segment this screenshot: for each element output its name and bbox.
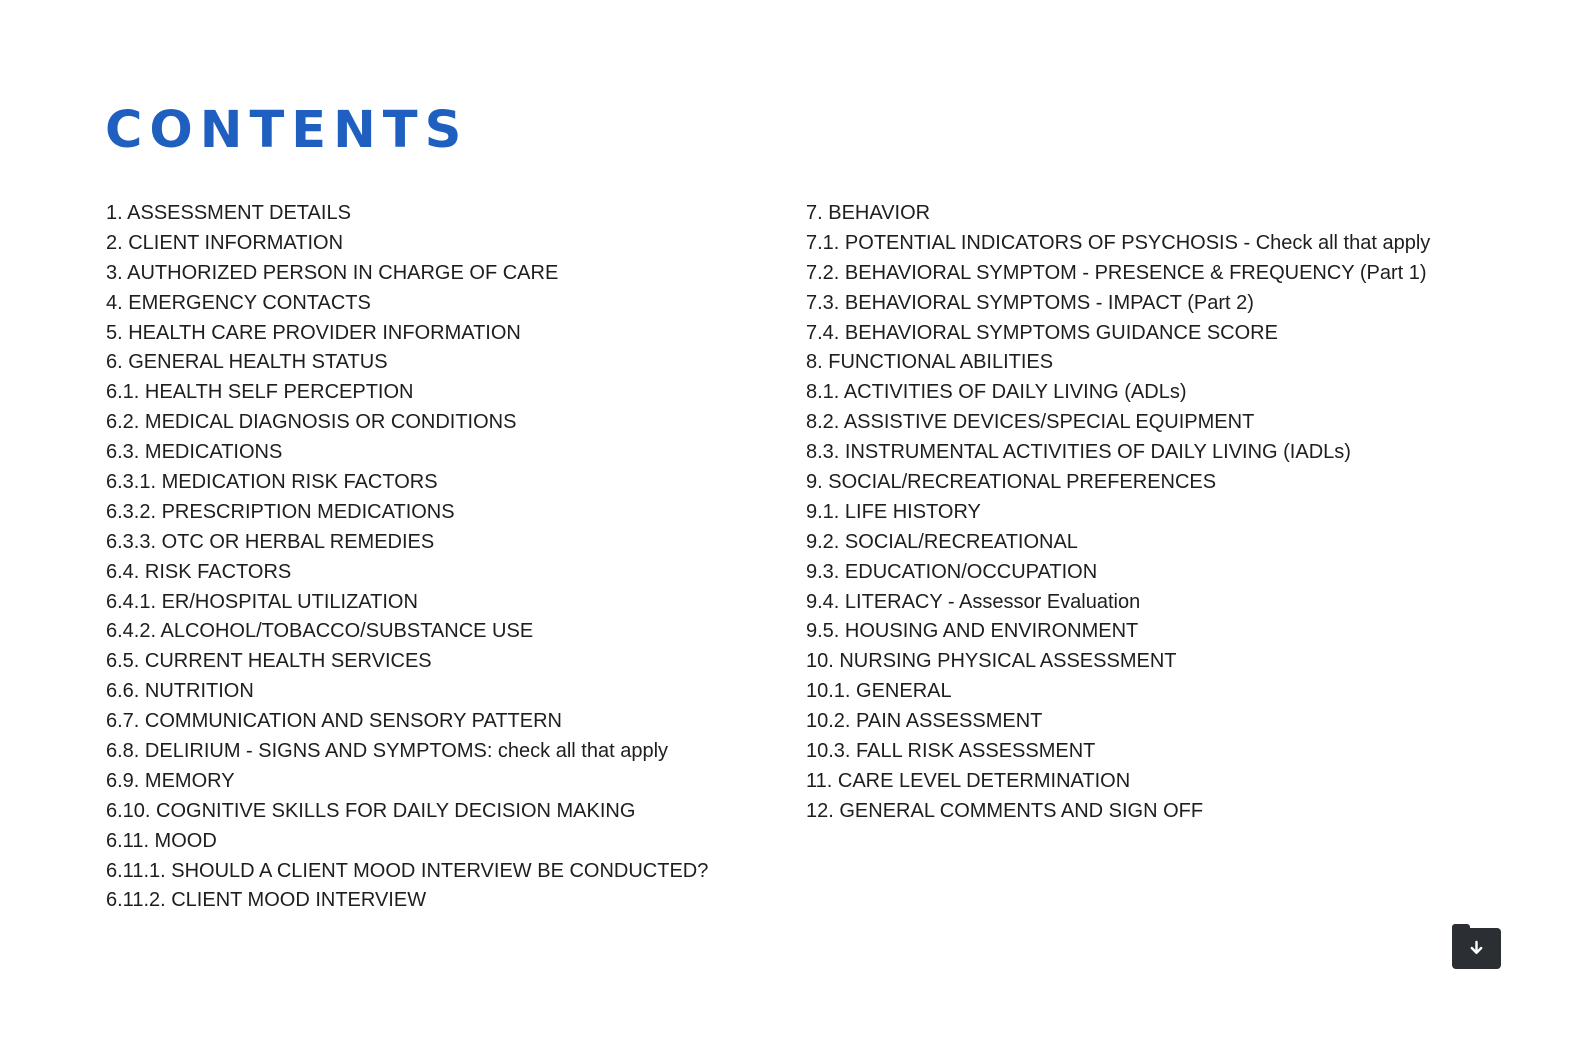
contents-entry[interactable]: 7.4. BEHAVIORAL SYMPTOMS GUIDANCE SCORE [806, 321, 1278, 344]
contents-entry[interactable]: 6.3.1. MEDICATION RISK FACTORS [106, 471, 438, 494]
contents-entry[interactable]: 6.4.1. ER/HOSPITAL UTILIZATION [106, 590, 418, 613]
contents-entry[interactable]: 8.1. ACTIVITIES OF DAILY LIVING (ADLs) [806, 381, 1187, 404]
contents-entry[interactable]: 7.2. BEHAVIORAL SYMPTOM - PRESENCE & FREQUENCY (Part 1) [806, 261, 1427, 284]
contents-entry[interactable]: 12. GENERAL COMMENTS AND SIGN OFF [806, 799, 1204, 822]
contents-entry[interactable]: 8.3. INSTRUMENTAL ACTIVITIES OF DAILY LIVING (IADLs) [806, 441, 1351, 464]
contents-entry[interactable]: 6.6. NUTRITION [106, 680, 254, 703]
contents-entry[interactable]: 6.2. MEDICAL DIAGNOSIS OR CONDITIONS [106, 411, 517, 434]
contents-entry[interactable]: 6.11. MOOD [106, 829, 217, 852]
contents-entry[interactable]: 6.4.2. ALCOHOL/TOBACCO/SUBSTANCE USE [106, 620, 534, 643]
contents-entry[interactable]: 10.1. GENERAL [806, 680, 952, 703]
contents-entry[interactable]: 6.11.2. CLIENT MOOD INTERVIEW [106, 889, 427, 912]
contents-entry[interactable]: 9.3. EDUCATION/OCCUPATION [806, 560, 1098, 583]
contents-entry[interactable]: 6.10. COGNITIVE SKILLS FOR DAILY DECISION MAKING [106, 799, 636, 822]
contents-entry[interactable]: 10.3. FALL RISK ASSESSMENT [806, 740, 1096, 763]
page-title: CONTENTS [105, 101, 469, 160]
contents-entry[interactable]: 6.3.3. OTC OR HERBAL REMEDIES [106, 530, 435, 553]
contents-entry[interactable]: 7.1. POTENTIAL INDICATORS OF PSYCHOSIS - Check all that apply [806, 231, 1431, 254]
download-arrow-icon [1468, 940, 1485, 957]
contents-entry[interactable]: 6.8. DELIRIUM - SIGNS AND SYMPTOMS: check all that apply [106, 740, 669, 763]
contents-entry[interactable]: 7. BEHAVIOR [806, 202, 931, 224]
contents-entry[interactable]: 8. FUNCTIONAL ABILITIES [806, 351, 1054, 374]
contents-entry[interactable]: 4. EMERGENCY CONTACTS [106, 291, 371, 314]
contents-entry[interactable]: 9.5. HOUSING AND ENVIRONMENT [806, 620, 1139, 643]
contents-entry[interactable]: 9.1. LIFE HISTORY [806, 500, 981, 523]
contents-entry[interactable]: 6.1. HEALTH SELF PERCEPTION [106, 381, 414, 404]
contents-list-right [806, 199, 1546, 827]
contents-entry[interactable]: 6.9. MEMORY [106, 769, 235, 792]
folder-tab [1452, 924, 1470, 932]
contents-entry[interactable]: 9.4. LITERACY - Assessor Evaluation [806, 590, 1141, 613]
contents-entry[interactable]: 7.3. BEHAVIORAL SYMPTOMS - IMPACT (Part 2) [806, 291, 1254, 314]
contents-entry[interactable]: 9.2. SOCIAL/RECREATIONAL [806, 530, 1078, 553]
contents-entry[interactable]: 6. GENERAL HEALTH STATUS [106, 351, 388, 374]
contents-entry[interactable]: 6.3. MEDICATIONS [106, 441, 283, 464]
download-button[interactable] [1452, 928, 1501, 969]
contents-entry[interactable]: 3. AUTHORIZED PERSON IN CHARGE OF CARE [106, 261, 559, 284]
contents-entry[interactable]: 5. HEALTH CARE PROVIDER INFORMATION [106, 321, 521, 344]
contents-list-left [106, 199, 766, 916]
contents-entry[interactable]: 2. CLIENT INFORMATION [106, 231, 344, 254]
contents-entry[interactable]: 6.4. RISK FACTORS [106, 560, 292, 583]
contents-entry[interactable]: 6.11.1. SHOULD A CLIENT MOOD INTERVIEW BE CONDUCTED? [106, 859, 709, 882]
contents-entry[interactable]: 10. NURSING PHYSICAL ASSESSMENT [806, 650, 1177, 673]
contents-entry[interactable]: 9. SOCIAL/RECREATIONAL PREFERENCES [806, 471, 1217, 494]
contents-entry[interactable]: 8.2. ASSISTIVE DEVICES/SPECIAL EQUIPMENT [806, 411, 1255, 434]
contents-entry[interactable]: 6.3.2. PRESCRIPTION MEDICATIONS [106, 500, 455, 523]
contents-entry[interactable]: 6.7. COMMUNICATION AND SENSORY PATTERN [106, 710, 562, 733]
contents-entry[interactable]: 11. CARE LEVEL DETERMINATION [806, 769, 1131, 792]
contents-entry[interactable]: 10.2. PAIN ASSESSMENT [806, 710, 1043, 733]
contents-entry[interactable]: 6.5. CURRENT HEALTH SERVICES [106, 650, 432, 673]
contents-entry[interactable]: 1. ASSESSMENT DETAILS [106, 202, 351, 224]
